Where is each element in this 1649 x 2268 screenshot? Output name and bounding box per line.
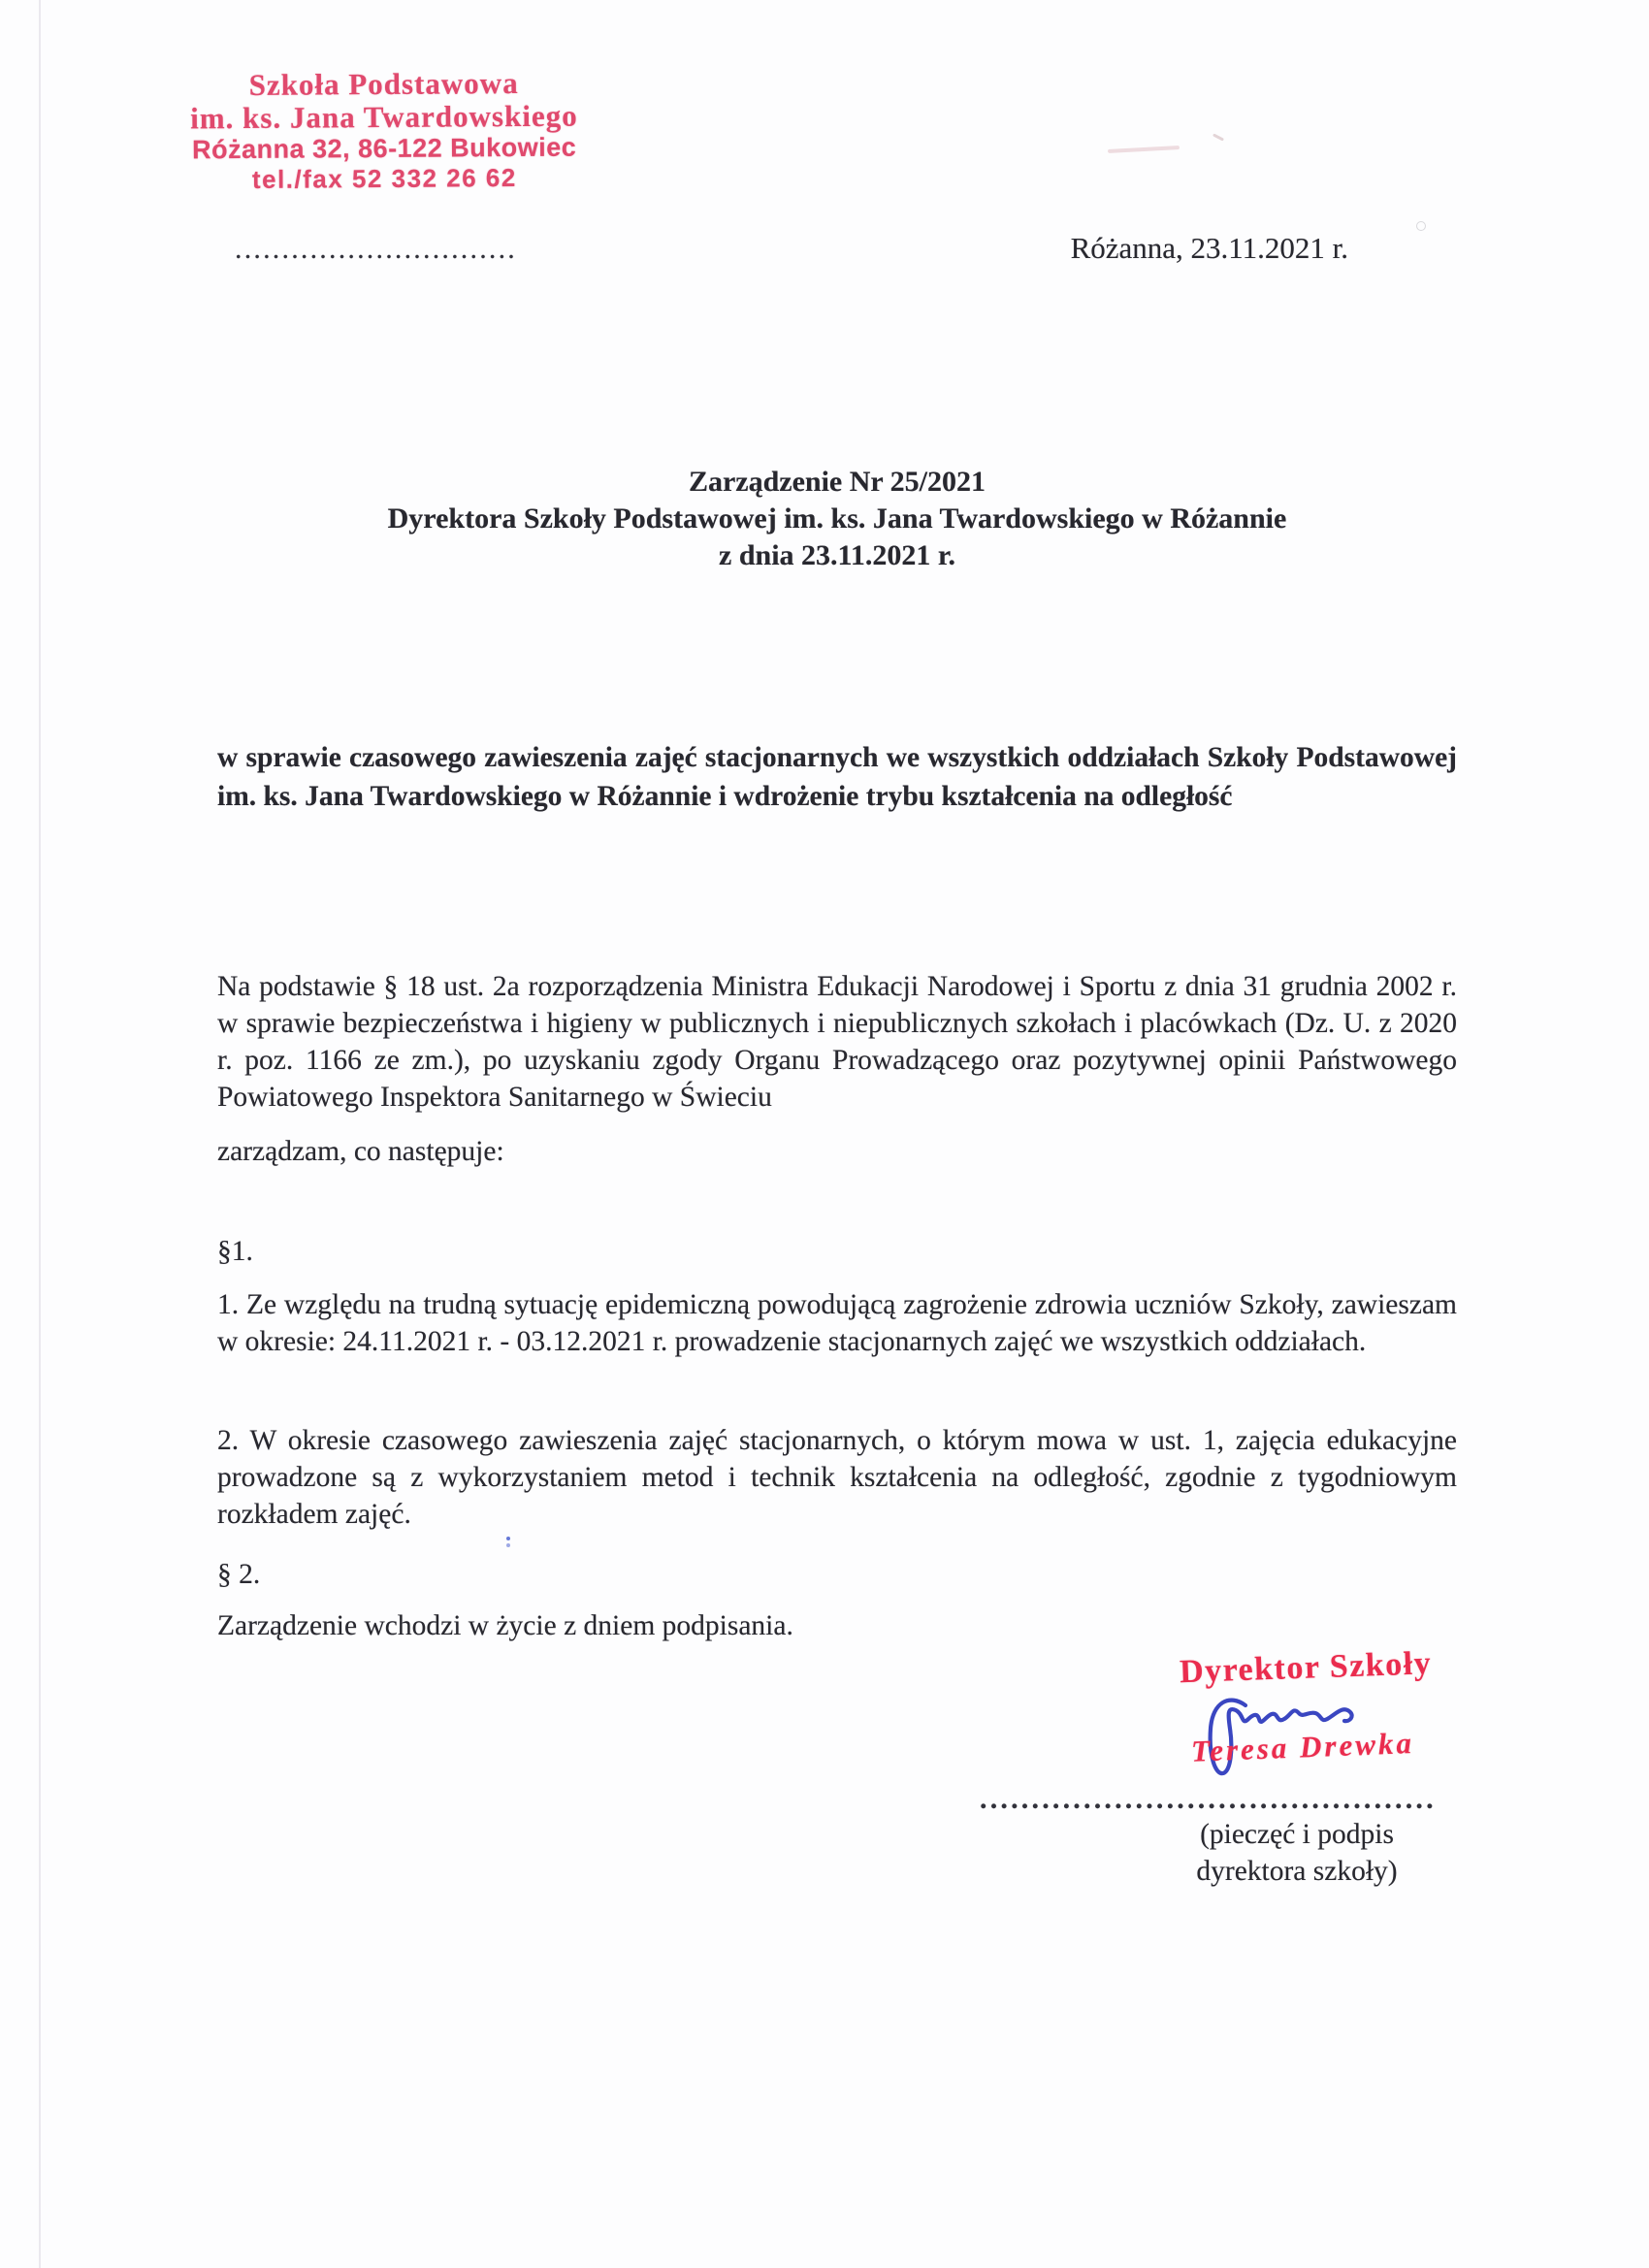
ink-speck: [506, 1537, 510, 1540]
signature-caption: [1137, 1816, 1457, 1890]
subject-paragraph: w sprawie czasowego zawieszenia zajęć stacjonarnych we wszystkich oddziałach Szkoły Podstawowej im. ks. Jana Twardowskiego w Różannie i wdrożenie trybu kształcenia na odległość: [217, 742, 1457, 812]
signature-dotted-line: ............................................: [980, 1783, 1437, 1815]
signature-caption-line1: (pieczęć i podpis: [1200, 1819, 1394, 1850]
scan-edge-line: [39, 0, 41, 2268]
legal-basis-paragraph: Na podstawie § 18 ust. 2a rozporządzenia Ministra Edukacji Narodowej i Sportu z dnia 31 grudnia 2002 r. w sprawie bezpieczeństwa i higieny w publicznych i niepublicznych szkołach i placówkach (Dz. U. z 2020 r. poz. 1166 ze zm.), po uzyskaniu zgody Organu Prowadzącego oraz pozytywnej opinii Państwowego Powiatowego Inspektora Sanitarnego w Świeciu: [217, 971, 1457, 1113]
section2-heading: § 2.: [217, 1559, 261, 1590]
school-name-line1: Szkoła Podstawowa: [248, 66, 519, 102]
director-role-stamp: Dyrektor Szkoły: [1179, 1645, 1433, 1691]
title-line1: Zarządzenie Nr 25/2021: [688, 466, 986, 498]
section1-item2: 2. W okresie czasowego zawieszenia zajęć stacjonarnych, o którym mowa w ust. 1, zajęcia edukacyjne prowadzone są z wykorzystaniem metod i technik kształcenia na odległość, zgodnie z tygodniowym rozkładem zajęć.: [217, 1425, 1457, 1530]
order-intro: zarządzam, co następuje:: [217, 1136, 504, 1167]
signature-caption-line2: dyrektora szkoły): [1196, 1856, 1398, 1887]
document-title: [217, 464, 1457, 574]
section1-heading: §1.: [217, 1236, 253, 1267]
place-and-date: Różanna, 23.11.2021 r.: [1070, 231, 1348, 265]
school-name-line2: im. ks. Jana Twardowskiego: [190, 98, 578, 136]
school-phone: tel./fax 52 332 26 62: [251, 163, 517, 194]
title-line3: z dnia 23.11.2021 r.: [719, 539, 955, 571]
school-header-stamp: [114, 66, 655, 196]
scan-smudge: [1212, 133, 1224, 141]
scan-speck: [1416, 221, 1426, 231]
section1-item1: 1. Ze względu na trudną sytuację epidemiczną powodującą zagrożenie zdrowia uczniów Szkoły, zawieszam w okresie: 24.11.2021 r. - 03.12.2021 r. prowadzenie stacjonarnych zajęć we wszystkich oddziałach.: [217, 1289, 1457, 1357]
scan-smudge: [1108, 146, 1180, 153]
title-line2: Dyrektora Szkoły Podstawowej im. ks. Jana Twardowskiego w Różannie: [387, 502, 1287, 535]
director-name-stamp: Teresa Drewka: [1190, 1725, 1415, 1768]
section2-text: Zarządzenie wchodzi w życie z dniem podpisania.: [217, 1610, 793, 1641]
dotted-fill-line: ..............................: [235, 233, 517, 265]
school-address: Różanna 32, 86-122 Bukowiec: [191, 132, 577, 165]
